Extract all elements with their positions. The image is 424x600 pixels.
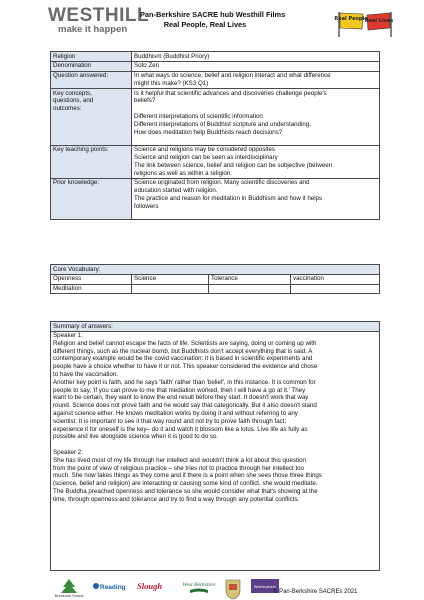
- speaker1-line: scientist. It is important to see it that way round and not try to prove faith through fact;: [53, 417, 287, 425]
- blank-line: [134, 136, 377, 144]
- label-line: outcomes:: [53, 105, 82, 113]
- row-label-key-concepts: [51, 89, 132, 146]
- vocab-cell: Meditation: [51, 284, 132, 294]
- speaker1-line: Another key point is faith, and he says 'faith' rather than 'belief', in this instance. It is common for: [53, 378, 316, 386]
- value-line: The practice and reason for meditation in Buddhism and how it helps: [134, 195, 323, 203]
- table-row: [51, 274, 380, 284]
- vocab-cell: Science: [132, 274, 209, 284]
- bracknell-text: Bracknell Forest: [54, 594, 84, 598]
- speaker1-label: Speaker 1:: [53, 332, 83, 339]
- label-line: questions, and: [53, 97, 94, 105]
- bracknell-forest-logo: [52, 578, 86, 600]
- windsor-maidenhead-crest-logo: [222, 578, 244, 600]
- row-value-denomination: [132, 61, 380, 71]
- vocab-cell: Openness: [51, 274, 132, 284]
- row-value-key-concepts: [132, 89, 380, 146]
- copyright-text: © Pan-Berkshire SACREs 2021: [273, 589, 358, 595]
- speaker1-line: possible and live alongside science when it is good to do so.: [53, 433, 219, 441]
- vocab-cell: [209, 284, 291, 294]
- speaker1-line: want to be certain, they want to know the end result before they start. It doesn't work that way: [53, 394, 309, 402]
- speaker2-line: time, through openness and tolerance and try to find a way through any potential conflicts.: [53, 495, 300, 503]
- value-line: Different interpretations of scientific information: [134, 113, 263, 121]
- row-label-question: Question answered:: [51, 71, 132, 89]
- value-line: Buddhism (Buddhist Priory): [134, 52, 210, 60]
- table-row: [51, 89, 380, 146]
- value-line: might this make? (KS3 Q1): [134, 79, 209, 87]
- vocab-table: [50, 264, 380, 294]
- row-value-question: [132, 71, 380, 89]
- row-label-religion: Religion: [51, 52, 132, 62]
- row-value-teaching-points: [132, 145, 380, 178]
- value-line: followers: [134, 202, 159, 210]
- row-value-religion: [132, 52, 380, 62]
- blank-line: [134, 105, 377, 113]
- value-line: Science originated from religion. Many scientific discoveries and: [134, 179, 310, 187]
- speaker2-line: from the point of view of religious practice – she tries not to practice through her intellect too: [53, 464, 305, 472]
- value-line: How does meditation help Buddhists reach decisions?: [134, 128, 283, 136]
- speaker1-line: round. Science does not prove faith and he would say that categorically. But it also doesn't stand: [53, 402, 317, 410]
- table-row: [51, 265, 380, 275]
- speaker2-label: Speaker 2:: [53, 448, 83, 456]
- speaker1-line: against science either. He knows meditation works by doing it and without referring to any: [53, 409, 298, 417]
- table-row: [51, 145, 380, 178]
- reading-logo: [92, 578, 130, 594]
- page-header: [0, 0, 424, 44]
- value-line: In what ways do science, belief and religion interact and what difference: [134, 72, 331, 80]
- slough-logo: [136, 578, 178, 594]
- speaker2-line: (science, belief and religion) are interacting or causing some kind of conflict, she would meditate.: [53, 480, 318, 488]
- table-row: [51, 178, 380, 219]
- west-berkshire-text: West Berkshire: [182, 582, 216, 588]
- blank-line: [53, 441, 377, 449]
- value-line: education started with religion.: [134, 187, 218, 195]
- speaker1-line: different things, such as the nuclear bomb, but Buddhists don't accept everything that is said. A: [53, 347, 313, 355]
- vocab-cell: [132, 284, 209, 294]
- label-line: Key concepts,: [53, 89, 92, 97]
- header-title: [140, 10, 286, 29]
- flag-right-text: Real Lives: [364, 18, 394, 24]
- value-line: Science and religions may be considered opposites: [134, 146, 276, 154]
- vocab-heading: Core Vocabulary:: [51, 265, 380, 275]
- real-people-real-lives-flags-logo: [333, 10, 397, 38]
- speaker2-line: much. She now takes things as they come and if there is a point when she sees those three things: [53, 472, 322, 480]
- row-label-teaching-points: Key teaching points:: [51, 145, 132, 178]
- speaker1-line: contemporary example would be the covid vaccination: it is based in scientific experiments and: [53, 355, 313, 363]
- speaker1-line: people have a choice whether to have it or not. This speaker considered the evidence and chose: [53, 363, 318, 371]
- reading-text: Reading: [100, 584, 126, 591]
- header-title-line1: Pan-Berkshire SACRE hub Westhill Films: [140, 10, 286, 19]
- value-line: Soto Zen: [134, 62, 160, 70]
- blank-line: [134, 211, 377, 219]
- vocab-cell: vaccination: [291, 274, 380, 284]
- table-row: [51, 52, 380, 62]
- west-berkshire-logo: [182, 578, 216, 600]
- value-line: The link between science, belief and religion can be subjective (between: [134, 161, 333, 169]
- header-title-line2: Real People, Real Lives: [163, 19, 247, 29]
- table-row: [51, 284, 380, 294]
- speaker1-line: to have the vaccination.: [53, 370, 119, 378]
- row-label-prior-knowledge: Prior knowledge:: [51, 178, 132, 219]
- row-value-prior-knowledge: [132, 178, 380, 219]
- table-row: [51, 71, 380, 89]
- value-line: Science and religion can be seen as interdisciplinary: [134, 154, 278, 162]
- speaker1-line: people to say, 'if you can prove to me that mediation worked, then I will have a go at it.' They: [53, 386, 306, 394]
- summary-box: [50, 321, 380, 571]
- vocab-cell: Tolerance: [209, 274, 291, 284]
- wokingham-text: Wokingham: [253, 584, 277, 589]
- westhill-tagline: make it happen: [58, 24, 128, 35]
- speaker2-line: She has lived most of my life through her intellect and wouldn't think a lot about this question: [53, 456, 306, 464]
- row-label-denomination: Denomination: [51, 61, 132, 71]
- summary-body: [51, 332, 379, 504]
- flag-left-text: Real People: [334, 16, 368, 22]
- table-row: [51, 61, 380, 71]
- slough-text: Slough: [137, 581, 163, 591]
- value-line: religions as well as within a religion.: [134, 169, 233, 177]
- westhill-logo: WESTHILL: [48, 5, 150, 26]
- value-line: Is it helpful that scientific advances and discoveries challenge people's: [134, 89, 327, 97]
- summary-heading: Summary of answers:: [51, 322, 379, 332]
- speaker2-line: The Buddha preached openness and tolerance so she would consider what that's showing at the: [53, 487, 318, 495]
- speaker1-line: experience it for oneself is the key– do it and watch it blossom like a lotus. Live life as fully as: [53, 425, 308, 433]
- vocab-cell: [291, 284, 380, 294]
- speaker1-line: Religion and belief cannot escape the facts of life. Scientists are saying, doing or coming up with: [53, 339, 317, 347]
- value-line: Different interpretations of Buddhist scripture and understanding.: [134, 120, 312, 128]
- value-line: beliefs?: [134, 97, 156, 105]
- info-table: [50, 51, 380, 220]
